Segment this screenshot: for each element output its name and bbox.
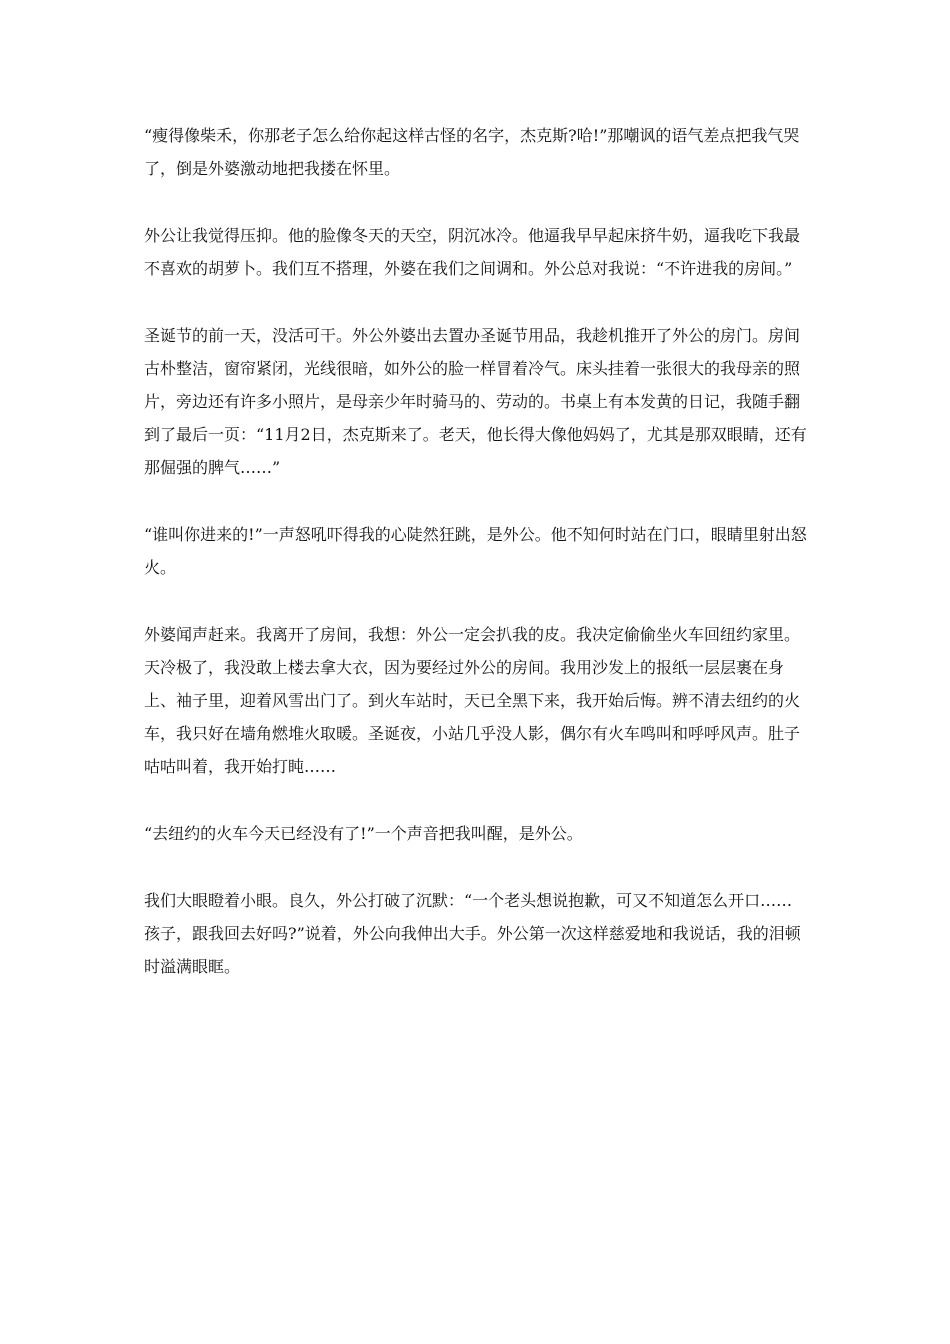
paragraph-5: 外婆闻声赶来。我离开了房间，我想：外公一定会扒我的皮。我决定偷偷坐火车回纽约家里。天冷极了，我没敢上楼去拿大衣，因为要经过外公的房间。我用沙发上的报纸一层层裹在身上、袖子里，迎着风雪出门了。到火车站时，天已全黑下来，我开始后悔。辨不清去纽约的火车，我只好在墙角燃堆火取暖。圣诞夜，小站几乎没人影，偶尔有火车鸣叫和呼呼风声。肚子咕咕叫着，我开始打盹…… xyxy=(144,625,801,776)
paragraph-2: 外公让我觉得压抑。他的脸像冬天的天空，阴沉冰冷。他逼我早早起床挤牛奶，逼我吃下我最不喜欢的胡萝卜。我们互不搭理，外婆在我们之间调和。外公总对我说：“不许进我的房间。” xyxy=(144,226,801,278)
paragraph-3: 圣诞节的前一天，没活可干。外公外婆出去置办圣诞节用品，我趁机推开了外公的房门。房间古朴整洁，窗帘紧闭，光线很暗，如外公的脸一样冒着冷气。床头挂着一张很大的我母亲的照片，旁边还有许多小照片，是母亲少年时骑马的、劳动的。书桌上有本发黄的日记，我随手翻到了最后一页：“11月2日，杰克斯来了。老天，他长得大像他妈妈了，尤其是那双眼睛，还有那倔强的脾气……” xyxy=(144,326,807,477)
paragraph-1: “瘦得像柴禾，你那老子怎么给你起这样古怪的名字，杰克斯?哈!”那嘲讽的语气差点把我气哭了，倒是外婆激动地把我搂在怀里。 xyxy=(144,126,800,178)
document-body xyxy=(144,119,808,1017)
paragraph-6: “去纽约的火车今天已经没有了!”一个声音把我叫醒，是外公。 xyxy=(144,824,583,843)
paragraph-7: 我们大眼瞪着小眼。良久，外公打破了沉默：“一个老头想说抱歉，可又不知道怎么开口……孩子，跟我回去好吗?”说着，外公向我伸出大手。外公第一次这样慈爱地和我说话，我的泪顿时溢满眼眶。 xyxy=(144,891,801,976)
paragraph-4: “谁叫你进来的!”一声怒吼吓得我的心陡然狂跳，是外公。他不知何时站在门口，眼睛里射出怒火。 xyxy=(144,525,807,577)
